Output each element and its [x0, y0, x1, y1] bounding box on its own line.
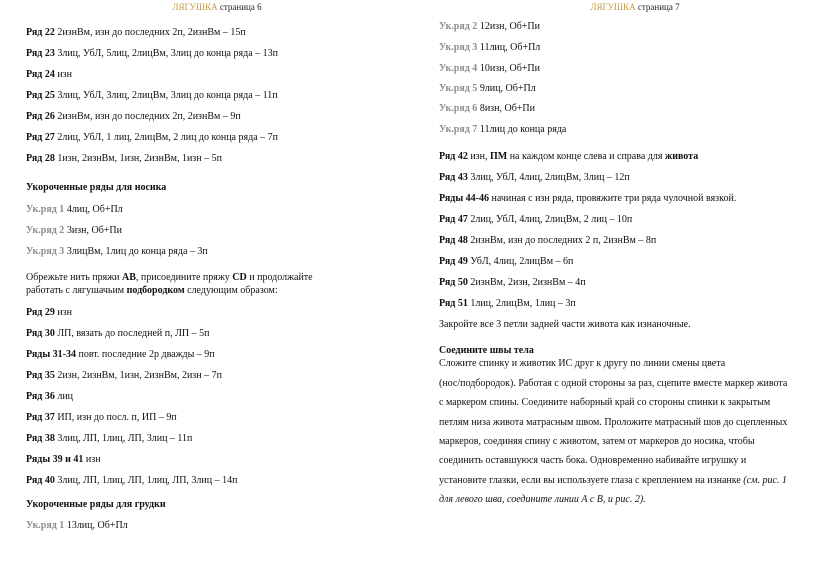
row-line — [26, 432, 192, 445]
row-line — [26, 110, 241, 123]
row-label: Ряд 42 — [439, 151, 468, 162]
row-text: 1изн, 2изнВм, 1изн, 2изнВм, 1изн – 5п — [54, 153, 222, 164]
row-line — [26, 474, 237, 487]
paragraph-line: соединить оставшуюся часть бока. Одновременно набивайте игрушку и — [439, 455, 747, 466]
short-row-label: Ук.ряд 2 — [439, 21, 478, 32]
paragraph-line — [439, 474, 787, 487]
row-label: Ряд 30 — [26, 328, 55, 339]
row-text: на каждом конце слева и справа для — [507, 151, 665, 162]
chin-word: подбородком — [126, 285, 185, 296]
page-header-left — [26, 2, 408, 13]
short-row-text: 11лиц до конца ряда — [477, 124, 567, 135]
row-label: Ряд 48 — [439, 235, 468, 246]
paragraph-line: (нос/подбородок). Работая с одной стороны за раз, сцепите вместе маркер живота — [439, 378, 788, 389]
row-line — [26, 390, 73, 403]
row-label: Ряды 31-34 — [26, 349, 76, 360]
page-header-right — [439, 2, 831, 13]
instruction-line — [26, 271, 313, 284]
instruction-text: и продолжайте — [246, 272, 313, 283]
row-text: изн — [54, 69, 72, 80]
paragraph-line: маркеров, соединяя спину с животом, затем от маркеров до носика, чтобы — [439, 436, 755, 447]
instruction-text: Обрежьте нить пряжи — [26, 272, 122, 283]
short-row-text: 8изн, Об+Пи — [477, 103, 535, 114]
short-row-line — [439, 123, 566, 136]
row-text: ИП, изн до посл. п, ИП – 9п — [54, 412, 177, 423]
short-row-label: Ук.ряд 6 — [439, 103, 478, 114]
row-text: 2лиц, УбЛ, 4лиц, 2лицВм, 2 лиц – 10п — [467, 214, 633, 225]
short-row-label: Ук.ряд 5 — [439, 83, 478, 94]
row-line — [26, 306, 72, 319]
row-text: 2изнВм, 2изн, 2изнВм – 4п — [467, 277, 586, 288]
short-row-text: 13лиц, Об+Пл — [64, 520, 128, 531]
short-row-line — [439, 102, 535, 115]
row-label: Ряд 24 — [26, 69, 55, 80]
row-label: Ряд 37 — [26, 412, 55, 423]
short-row-label: Ук.ряд 1 — [26, 520, 65, 531]
paragraph-line: Сложите спинку и животик ИС друг к другу по линии смены цвета — [439, 358, 726, 369]
row-line — [26, 327, 209, 340]
short-row-text: 4лиц, Об+Пл — [64, 204, 123, 215]
row-text: начиная с изн ряда, провяжите три ряда чулочной вязкой. — [488, 193, 737, 204]
section-heading-nose: Укороченные ряды для носика — [26, 182, 167, 193]
row-label: Ряд 43 — [439, 172, 468, 183]
row-line — [439, 297, 576, 310]
instruction-text: работать с лягушачьим — [26, 285, 127, 296]
row-text: 2лиц, УбЛ, 1 лиц, 2лицВм, 2 лиц до конца ряда – 7п — [54, 132, 278, 143]
row-label: Ряд 22 — [26, 27, 55, 38]
closing-note: Закройте все 3 петли задней части живота как изнаночные. — [439, 319, 691, 330]
yarn-ab: AB — [122, 272, 136, 283]
row-text: 3лиц, УбЛ, 4лиц, 2лицВм, 3лиц – 12п — [467, 172, 630, 183]
row-line — [26, 369, 222, 382]
row-text: 2изнВм, изн до последних 2п, 2изнВм – 9п — [54, 111, 241, 122]
pattern-name: ЛЯГУШКА — [590, 2, 636, 12]
row-text: 3лиц, УбЛ, 5лиц, 2лицВм, 3лиц до конца ряда – 13п — [54, 48, 278, 59]
row-line — [26, 26, 246, 39]
row-label: Ряд 28 — [26, 153, 55, 164]
short-row-text: 12изн, Об+Пи — [477, 21, 540, 32]
row-text: 2изн, 2изнВм, 1изн, 2изнВм, 2изн – 7п — [54, 370, 222, 381]
pattern-name: ЛЯГУШКА — [172, 2, 218, 12]
page-number: страница 6 — [219, 2, 262, 12]
row-text: лиц — [54, 391, 74, 402]
row-label: Ряд 50 — [439, 277, 468, 288]
section-heading-chest: Укороченные ряды для грудки — [26, 499, 166, 510]
row-label: Ряд 35 — [26, 370, 55, 381]
row-text: 3лиц, УбЛ, 3лиц, 2лицВм, 3лиц до конца ряда – 11п — [54, 90, 278, 101]
row-text: изн, — [467, 151, 490, 162]
figure-reference: (см. рис. 1 — [743, 475, 787, 486]
row-text: 2изнВм, изн до последних 2п, 2изнВм – 15п — [54, 27, 246, 38]
short-row-line — [439, 82, 536, 95]
row-label: Ряд 49 — [439, 256, 468, 267]
row-line — [26, 131, 278, 144]
row-line — [439, 171, 630, 184]
row-line — [26, 152, 222, 165]
row-label: Ряд 25 — [26, 90, 55, 101]
short-row-line — [26, 224, 122, 237]
paragraph-line: петлям низа живота матрасным швом. Проложите матрасный шов до сцепленных — [439, 417, 788, 428]
row-line — [26, 453, 101, 466]
row-line — [26, 348, 215, 361]
short-row-line — [439, 20, 540, 33]
row-label: Ряд 26 — [26, 111, 55, 122]
paragraph-line: с маркером спины. Соедините наборный край со стороны спинки к закрытым — [439, 397, 771, 408]
row-text: изн — [54, 307, 72, 318]
row-line — [439, 150, 698, 163]
short-row-label: Ук.ряд 3 — [439, 42, 478, 53]
row-line — [439, 255, 573, 268]
row-text: 3лиц, ЛП, 1лиц, ЛП, 3лиц – 11п — [54, 433, 193, 444]
paragraph-text: установите глазки, если вы используете глаза с креплением на изнанке — [439, 475, 744, 486]
row-text: повт. последние 2р дважды – 9п — [75, 349, 215, 360]
short-row-text: 9лиц, Об+Пл — [477, 83, 536, 94]
instruction-line — [26, 284, 278, 297]
yarn-cd: CD — [232, 272, 247, 283]
short-row-text: 10изн, Об+Пи — [477, 63, 540, 74]
belly-word: живота — [664, 151, 699, 162]
short-row-line — [439, 62, 540, 75]
short-row-label: Ук.ряд 4 — [439, 63, 478, 74]
row-line — [26, 411, 177, 424]
row-line — [439, 234, 656, 247]
row-text: УбЛ, 4лиц, 2лицВм – 6п — [467, 256, 574, 267]
row-label: Ряды 39 и 41 — [26, 454, 84, 465]
short-row-text: 3изн, Об+Пи — [64, 225, 122, 236]
row-line — [439, 213, 632, 226]
marker-abbr: ПМ — [489, 151, 508, 162]
short-row-line — [26, 519, 128, 532]
short-row-label: Ук.ряд 2 — [26, 225, 65, 236]
short-row-text: 11лиц, Об+Пл — [477, 42, 541, 53]
row-label: Ряд 36 — [26, 391, 55, 402]
row-line — [26, 89, 278, 102]
row-label: Ряд 23 — [26, 48, 55, 59]
row-label: Ряд 51 — [439, 298, 468, 309]
figure-reference-line: для левого шва, соедините линии A с B, и рис. 2). — [439, 494, 646, 505]
short-row-text: 3лицВм, 1лиц до конца ряда – 3п — [64, 246, 208, 257]
row-text: ЛП, вязать до последней п, ЛП – 5п — [54, 328, 210, 339]
row-text: изн — [83, 454, 101, 465]
row-label: Ряд 47 — [439, 214, 468, 225]
instruction-text: , присоедините пряжу — [135, 272, 233, 283]
row-label: Ряд 29 — [26, 307, 55, 318]
instruction-text: следующим образом: — [184, 285, 278, 296]
row-label: Ряды 44-46 — [439, 193, 489, 204]
row-text: 3лиц, ЛП, 1лиц, ЛП, 1лиц, ЛП, 3лиц – 14п — [54, 475, 238, 486]
short-row-label: Ук.ряд 7 — [439, 124, 478, 135]
short-row-line — [26, 245, 208, 258]
row-line — [439, 276, 586, 289]
row-line — [439, 192, 736, 205]
row-line — [26, 68, 72, 81]
row-text: 1лиц, 2лицВм, 1лиц – 3п — [467, 298, 576, 309]
row-text: 2изнВм, изн до последних 2 п, 2изнВм – 8п — [467, 235, 657, 246]
page-number: страница 7 — [637, 2, 680, 12]
short-row-line — [26, 203, 123, 216]
row-label: Ряд 40 — [26, 475, 55, 486]
section-heading-seams: Соедините швы тела — [439, 345, 534, 356]
row-line — [26, 47, 278, 60]
short-row-label: Ук.ряд 3 — [26, 246, 65, 257]
short-row-line — [439, 41, 540, 54]
short-row-label: Ук.ряд 1 — [26, 204, 65, 215]
row-label: Ряд 38 — [26, 433, 55, 444]
row-label: Ряд 27 — [26, 132, 55, 143]
